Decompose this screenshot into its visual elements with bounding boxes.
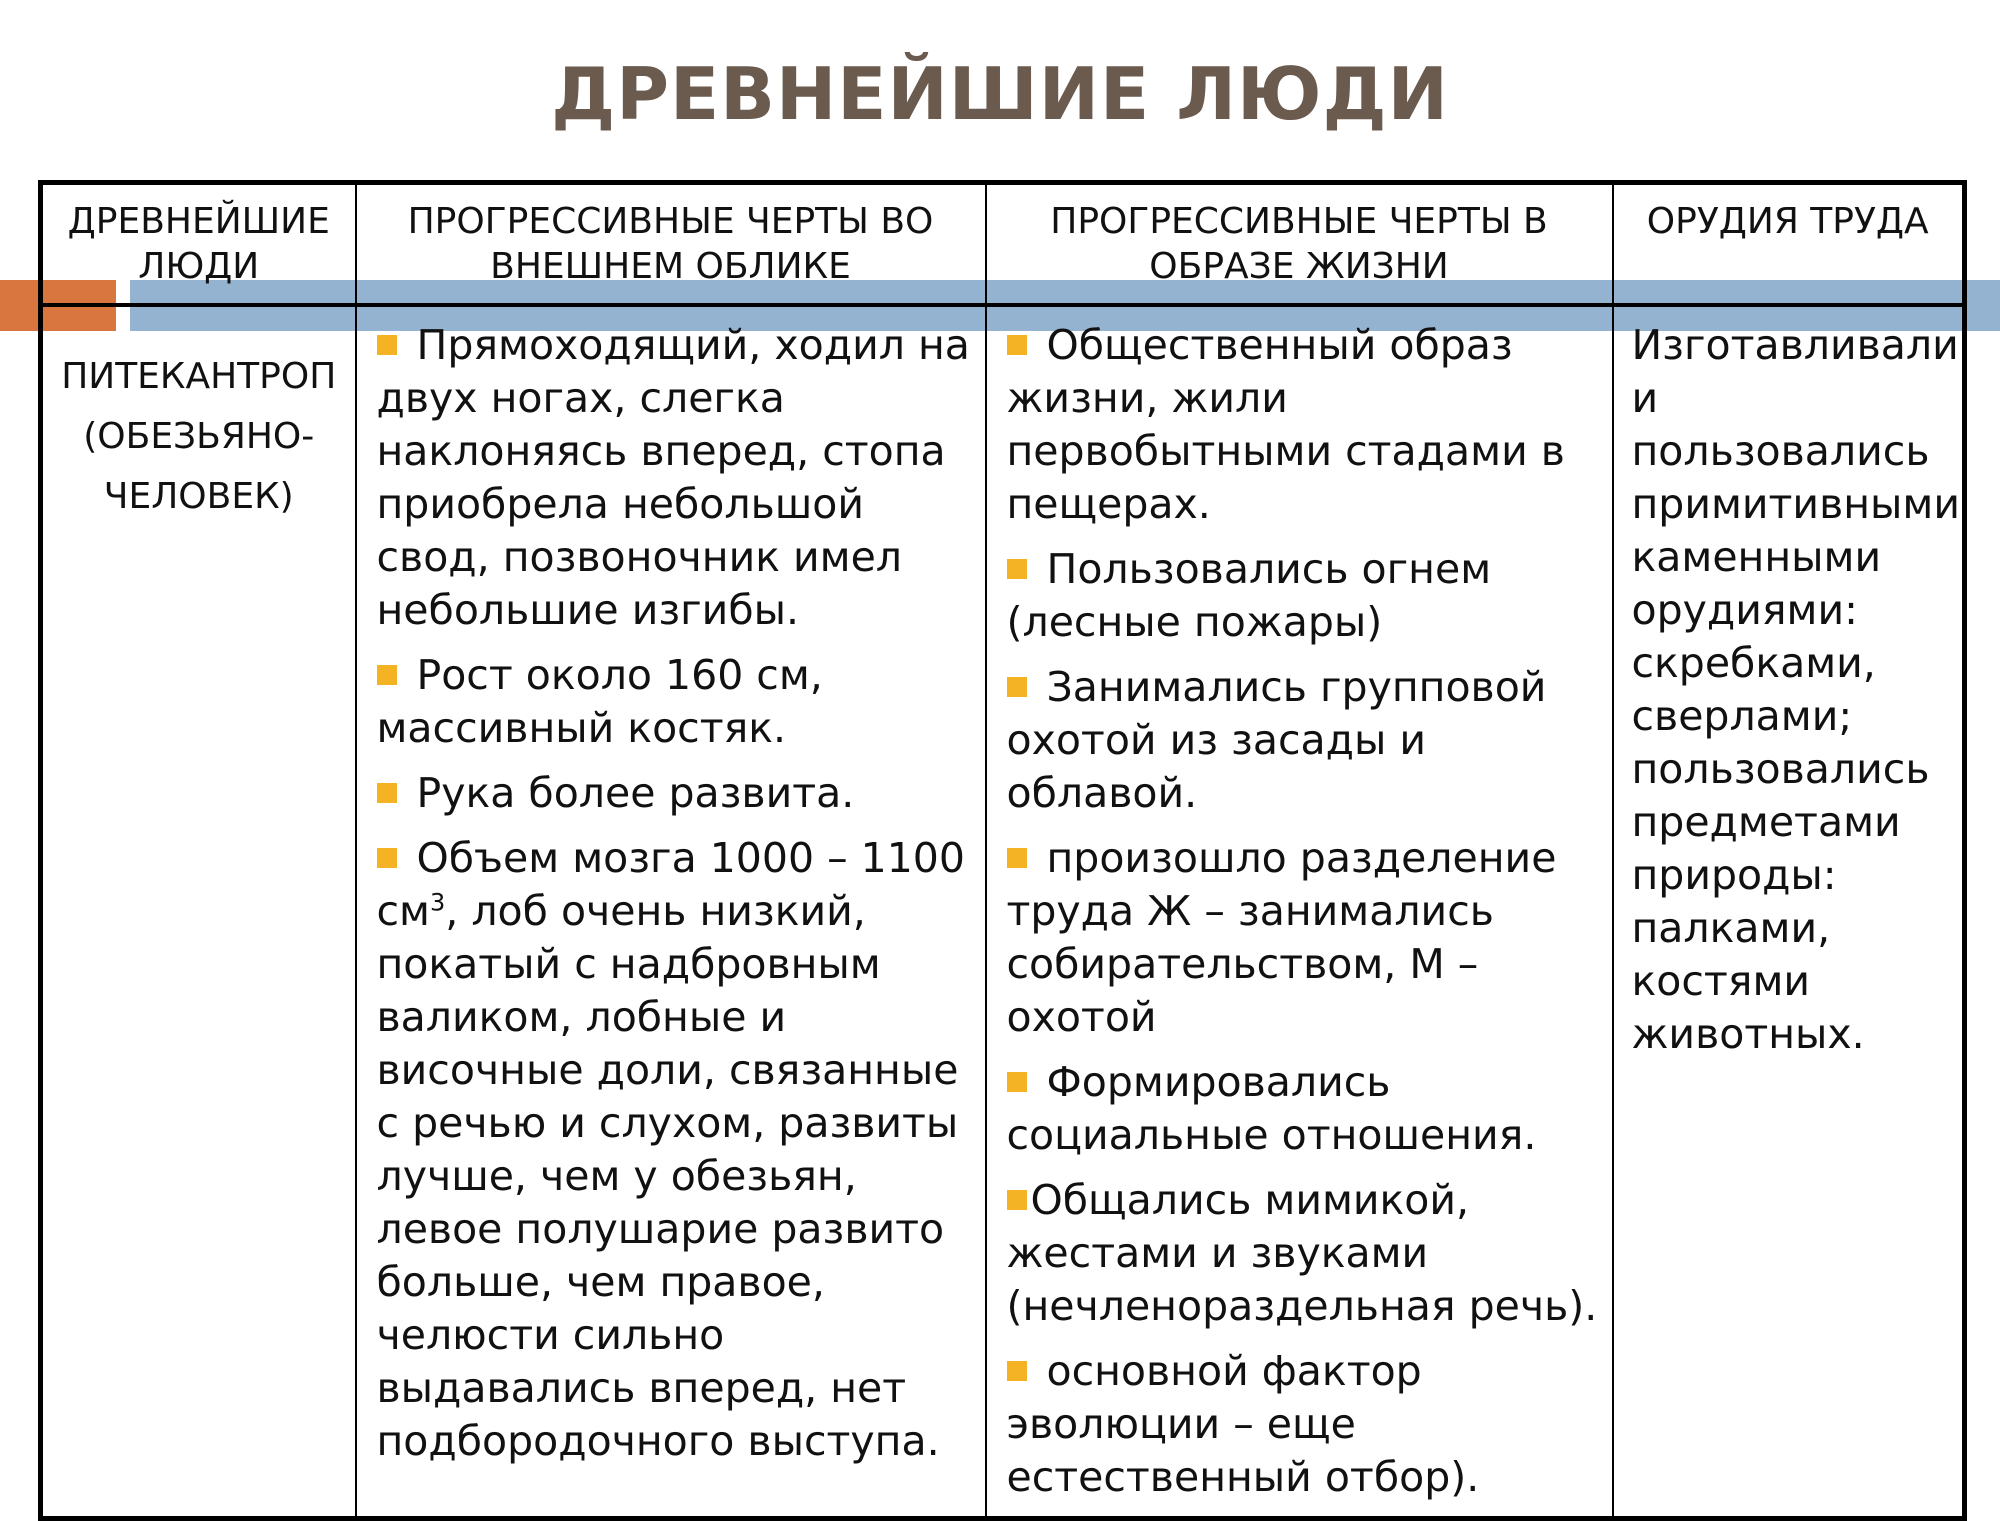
square-bullet-icon xyxy=(377,335,397,355)
list-item: основной фактор эволюции – еще естественный отбор). xyxy=(1006,1346,1480,1501)
square-bullet-icon xyxy=(1007,1361,1027,1381)
list-item: Рука более развита. xyxy=(377,767,971,820)
square-bullet-icon xyxy=(377,848,397,868)
square-bullet-icon xyxy=(1007,335,1027,355)
tools-text: Изготавливали и пользовались примитивными каменными орудиями: скребками, сверлами; пользовались предметами природы: палками, костями животных. xyxy=(1631,320,1961,1058)
list-item: Общественный образ жизни, жили первобытными стадами в пещерах. xyxy=(1006,320,1565,528)
list-item: произошло разделение труда Ж – занимались собирательством, М – охотой xyxy=(1006,833,1557,1041)
square-bullet-icon xyxy=(1007,677,1027,697)
square-bullet-icon xyxy=(1007,1072,1027,1092)
lifestyle-cell xyxy=(986,305,1613,1519)
header-cell-appearance: ПРОГРЕССИВНЫЕ ЧЕРТЫ ВО ВНЕШНЕМ ОБЛИКЕ xyxy=(356,183,986,305)
list-item: Общались мимикой, жестами и звуками (нечленораздельная речь). xyxy=(1006,1175,1598,1330)
list-item: Пользовались огнем (лесные пожары) xyxy=(1006,544,1492,646)
table-row xyxy=(41,305,1965,1519)
header-cell-tools: ОРУДИЯ ТРУДА xyxy=(1613,183,1965,305)
list-item: Формировались социальные отношения. xyxy=(1006,1057,1537,1159)
square-bullet-icon xyxy=(1007,559,1027,579)
square-bullet-icon xyxy=(377,665,397,685)
list-item: Занимались групповой охотой из засады и облавой. xyxy=(1006,662,1547,817)
list-item: Прямоходящий, ходил на двух ногах, слегка наклоняясь вперед, стопа приобрела небольшой свод, позвоночник имел небольшие изгибы. xyxy=(376,320,970,634)
tools-cell xyxy=(1613,305,1965,1519)
square-bullet-icon xyxy=(1007,1190,1027,1210)
appearance-cell xyxy=(356,305,986,1519)
ancient-people-table xyxy=(38,180,1967,1521)
square-bullet-icon xyxy=(377,783,397,803)
list-item: Рост около 160 см, массивный костяк. xyxy=(376,650,823,752)
header-cell-people: ДРЕВНЕЙШИЕ ЛЮДИ xyxy=(41,183,356,305)
list-item: Объем мозга 1000 – 1100 $см^3$, лоб очень низкий, покатый с надбровным валиком, лобные и височные доли, связанные с речью и слухом, развиты лучше, чем у обезьян, левое полушарие развито больше, чем правое, челюсти сильно выдавались вперед, нет подбородочного выступа. xyxy=(376,833,965,1465)
species-alt-name: (ОБЕЗЬЯНО-ЧЕЛОВЕК) xyxy=(83,415,315,517)
header-cell-lifestyle: ПРОГРЕССИВНЫЕ ЧЕРТЫ В ОБРАЗЕ ЖИЗНИ xyxy=(986,183,1613,305)
square-bullet-icon xyxy=(1007,848,1027,868)
species-cell xyxy=(41,305,356,1519)
species-name: ПИТЕКАНТРОП xyxy=(61,355,337,397)
slide-title: ДРЕВНЕЙШИЕ ЛЮДИ xyxy=(551,52,1449,136)
table-header-row xyxy=(41,183,1965,305)
